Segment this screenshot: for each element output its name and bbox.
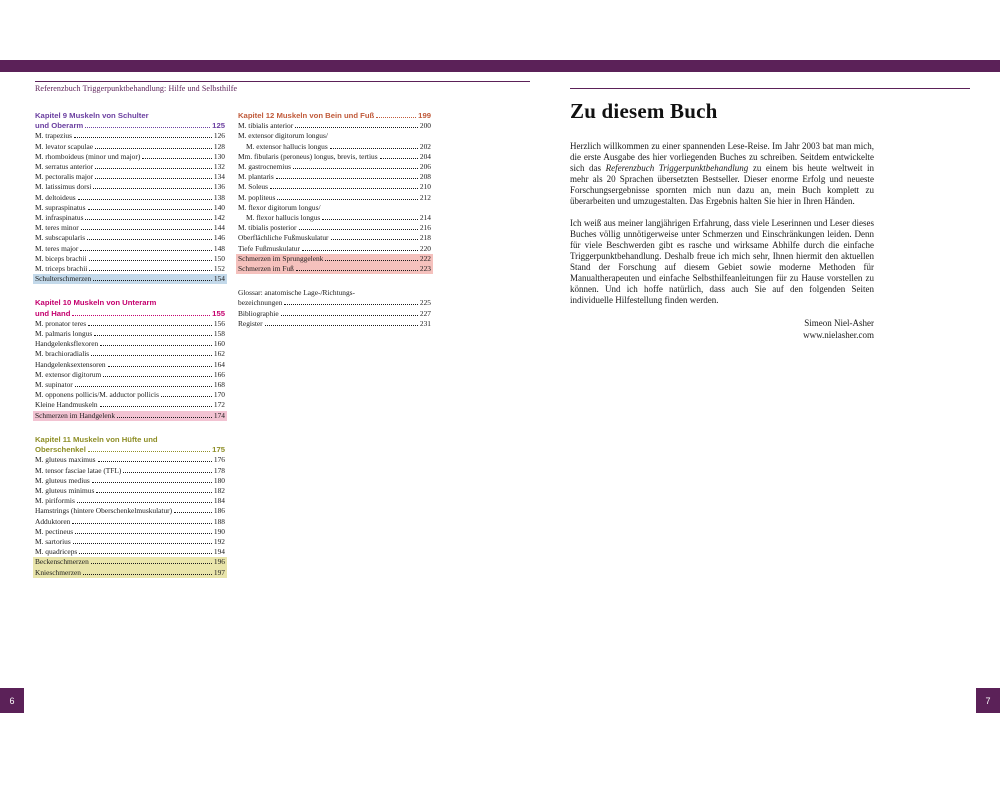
toc-page-number: 154	[213, 274, 225, 284]
toc-chapter	[35, 111, 225, 284]
toc-entry	[35, 131, 225, 141]
toc-entry-label: Schmerzen im Fuß	[238, 264, 294, 274]
toc-page-number: 204	[419, 151, 431, 161]
toc-page-number: 125	[212, 121, 225, 131]
toc-entry-label: M. gluteus medius	[35, 475, 90, 485]
toc-entry-label: M. quadriceps	[35, 547, 78, 557]
header-rule-right	[570, 88, 970, 89]
toc-entry-label: M. subscapularis	[35, 233, 86, 243]
dot-leader	[174, 512, 212, 513]
toc-entry-label: M. supraspinatus	[35, 202, 86, 212]
toc-page-number: 202	[419, 141, 431, 151]
dot-leader	[98, 461, 212, 462]
toc-page-number: 231	[419, 318, 431, 328]
toc-entry	[238, 172, 431, 182]
toc-entry-label: M. serratus anterior	[35, 162, 94, 172]
dot-leader	[276, 178, 418, 179]
toc-chapter	[238, 288, 431, 329]
toc-entry	[33, 274, 227, 284]
toc-page-number: 142	[213, 213, 225, 223]
toc-page-number: 150	[213, 253, 225, 263]
page-number-left: 6	[0, 688, 24, 713]
toc-entry-label: M. infraspinatus	[35, 213, 84, 223]
toc-entry	[238, 213, 431, 223]
paragraph	[570, 218, 874, 306]
toc-entry	[33, 568, 227, 578]
dot-leader	[284, 304, 418, 305]
toc-page-number: 200	[419, 121, 431, 131]
toc-entry	[35, 476, 225, 486]
toc-chapter	[35, 435, 225, 578]
page-number-right: 7	[976, 688, 1000, 713]
toc-entry	[35, 496, 225, 506]
dot-leader	[81, 229, 212, 230]
toc-entry-label: M. rhomboideus (minor und major)	[35, 151, 141, 161]
toc-entry	[35, 172, 225, 182]
toc-entry-label: Kleine Handmuskeln	[35, 400, 98, 410]
toc-entry-label: Kapitel 11 Muskeln von Hüfte und	[35, 434, 158, 444]
dot-leader	[270, 188, 418, 189]
article-body	[570, 141, 874, 341]
dot-leader	[142, 158, 212, 159]
signature-line: www.nielasher.com	[803, 329, 874, 340]
toc-entry-label: Kapitel 10 Muskeln von Unterarm	[35, 298, 157, 308]
toc-page-number: 194	[213, 547, 225, 557]
toc-chapter-title	[35, 309, 225, 319]
toc-page-number: 140	[213, 202, 225, 212]
dot-leader	[322, 219, 418, 220]
toc-entry-label: Handgelenksflexoren	[35, 339, 99, 349]
toc-page-number: 155	[212, 308, 225, 318]
toc-chapter-title	[35, 111, 225, 121]
toc-entry-label: Hamstrings (hintere Oberschenkelmuskulatur)	[35, 506, 173, 516]
toc-entry-label: Glossar: anatomische Lage-/Richtungs-	[238, 288, 355, 298]
dot-leader	[265, 325, 418, 326]
toc-entry	[35, 142, 225, 152]
toc-entry	[238, 131, 431, 141]
toc-page-number: 162	[213, 349, 225, 359]
dot-leader	[87, 239, 212, 240]
toc-entry-label: M. trapezius	[35, 131, 72, 141]
toc-page-number: 146	[213, 233, 225, 243]
toc-entry	[35, 547, 225, 557]
dot-leader	[72, 315, 210, 316]
toc-entry	[238, 223, 431, 233]
toc-entry-label: M. extensor digitorum	[35, 369, 102, 379]
toc-entry	[238, 203, 431, 213]
toc-entry-label: Tiefe Fußmuskulatur	[238, 243, 300, 253]
toc-entry	[35, 223, 225, 233]
toc-page-number: 192	[213, 536, 225, 546]
toc-entry	[35, 400, 225, 410]
toc-entry-label: M. flexor hallucis longus	[246, 213, 321, 223]
toc-page-number: 180	[213, 475, 225, 485]
toc-entry-label: M. plantaris	[238, 172, 274, 182]
dot-leader	[80, 250, 212, 251]
toc-entry-label: M. flexor digitorum longus/	[238, 202, 321, 212]
toc-page-number: 210	[419, 182, 431, 192]
toc-entry	[33, 411, 227, 421]
toc-entry	[35, 455, 225, 465]
signature-line: Simeon Niel-Asher	[804, 318, 874, 328]
toc-entry	[238, 298, 431, 308]
toc-entry	[35, 360, 225, 370]
toc-entry-label: M. levator scapulae	[35, 141, 94, 151]
toc-entry	[236, 254, 433, 264]
toc-page-number: 197	[213, 567, 225, 577]
toc-page-number: 134	[213, 172, 225, 182]
toc-page-number: 196	[213, 557, 225, 567]
dot-leader	[161, 396, 212, 397]
paragraphs-container	[570, 141, 874, 306]
toc-page-number: 130	[213, 151, 225, 161]
dot-leader	[296, 270, 418, 271]
dot-leader	[330, 148, 418, 149]
toc-page-number: 220	[419, 243, 431, 253]
toc-page-number: 136	[213, 182, 225, 192]
dot-leader	[277, 199, 418, 200]
toc-entry-label: Mm. fibularis (peroneus) longus, brevis, tertius	[238, 151, 378, 161]
dot-leader	[85, 127, 210, 128]
dot-leader	[89, 260, 212, 261]
toc-entry-label: M. pronator teres	[35, 318, 87, 328]
toc-entry-label: Oberschenkel	[35, 445, 86, 455]
dot-leader	[95, 148, 212, 149]
toc-entry	[238, 288, 431, 298]
toc-entry	[35, 254, 225, 264]
toc-entry	[35, 486, 225, 496]
dot-leader	[117, 417, 212, 418]
toc-entry	[238, 319, 431, 329]
toc-entry	[35, 319, 225, 329]
toc-page-number: 128	[213, 141, 225, 151]
toc-entry	[35, 517, 225, 527]
toc-entry	[35, 162, 225, 172]
toc-page-number: 182	[213, 485, 225, 495]
dot-leader	[96, 492, 212, 493]
dot-leader	[72, 523, 212, 524]
toc-entry	[35, 182, 225, 192]
dot-leader	[95, 168, 212, 169]
toc-entry-label: Bibliographie	[238, 308, 279, 318]
toc-entry-label: Handgelenksextensoren	[35, 359, 106, 369]
dot-leader	[376, 117, 416, 118]
dot-leader	[75, 533, 212, 534]
toc-column-1	[35, 111, 225, 592]
dot-leader	[88, 451, 210, 452]
article-title: Zu diesem Buch	[570, 99, 718, 123]
dot-leader	[302, 250, 418, 251]
toc-page-number: 158	[213, 329, 225, 339]
dot-leader	[95, 178, 212, 179]
dot-leader	[281, 315, 418, 316]
toc-entry	[35, 370, 225, 380]
toc-page-number: 199	[418, 111, 431, 120]
toc-entry-label: M. opponens pollicis/M. adductor pollicis	[35, 390, 159, 400]
dot-leader	[93, 280, 212, 281]
toc-entry	[33, 557, 227, 567]
toc-entry	[35, 390, 225, 400]
dot-leader	[295, 127, 418, 128]
toc-entry	[238, 142, 431, 152]
paragraph	[570, 141, 874, 207]
toc-entry-label: M. extensor digitorum longus/	[238, 131, 328, 141]
toc-page-number: 164	[213, 359, 225, 369]
toc-entry-label: M. tensor fasciae latae (TFL)	[35, 465, 122, 475]
text-segment: Ich weiß aus meiner langjährigen Erfahrung, dass viele Leserinnen und Leser dieses Buches völlig unnötigerweise unter Schmerzen und Einschränkungen leiden. Denn für viele Beschwerden gibt es rasche und wirksame Abhilfe durch die einfache Triggerpunktbehandlung. Deshalb freue ich mich sehr, Ihnen hiermit den aktuellen Stand der Forschung auf diesem Gebiet sowie moderne Methoden für Manualtherapeuten und einfache Selbsthilfeanleitungen für zu Hause vorstellen zu können. Und ich hoffe natürlich, dass auch Sie auf den folgenden Seiten individuelle Hilfestellung finden werden.	[570, 218, 874, 305]
toc-page-number: 227	[419, 308, 431, 318]
toc-entry-label: Kapitel 12 Muskeln von Bein und Fuß	[238, 111, 375, 120]
toc-page-number: 212	[419, 192, 431, 202]
toc-entry-label: Beckenschmerzen	[35, 557, 89, 567]
toc-page-number: 175	[212, 445, 225, 455]
toc-page-number: 225	[419, 298, 431, 308]
text-segment: Herzlich willkommen zu einer spannenden Lese-Reise. Im Jahr 2003 bat man mich, die erste Ausgabe des hier vorliegenden Buches zu schreiben. Seitdem entwickelte sich das	[570, 141, 874, 173]
toc-entry	[238, 121, 431, 131]
toc-page-number: 218	[419, 233, 431, 243]
toc-entry-label: M. gastrocnemius	[238, 162, 291, 172]
toc-entry	[238, 162, 431, 172]
toc-page-number: 156	[213, 318, 225, 328]
toc-entry-label: M. teres major	[35, 243, 79, 253]
toc-entry-label: Oberflächliche Fußmuskulatur	[238, 233, 329, 243]
dot-leader	[299, 229, 418, 230]
toc-entry	[35, 466, 225, 476]
dot-leader	[73, 543, 212, 544]
dot-leader	[108, 366, 212, 367]
toc-page-number: 144	[213, 223, 225, 233]
toc-entry	[238, 193, 431, 203]
toc-page-number: 174	[213, 410, 225, 420]
toc-entry	[35, 506, 225, 516]
toc-entry-label: M. gluteus maximus	[35, 455, 96, 465]
toc-page-number: 178	[213, 465, 225, 475]
toc-page-number: 184	[213, 496, 225, 506]
toc-entry	[35, 213, 225, 223]
toc-page-number: 214	[419, 213, 431, 223]
toc-entry-label: M. pectoralis major	[35, 172, 94, 182]
toc-entry	[238, 233, 431, 243]
toc-entry-label: Adduktoren	[35, 516, 71, 526]
toc-entry	[35, 203, 225, 213]
toc-entry-label: M. gluteus minimus	[35, 485, 95, 495]
toc-entry-label: M. teres minor	[35, 223, 79, 233]
toc-page-number: 186	[213, 506, 225, 516]
dot-leader	[74, 137, 212, 138]
toc-page-number: 208	[419, 172, 431, 182]
toc-page-number: 168	[213, 380, 225, 390]
toc-entry-label: M. Soleus	[238, 182, 268, 192]
dot-leader	[100, 345, 212, 346]
dot-leader	[380, 158, 418, 159]
top-color-bar	[0, 60, 1000, 72]
toc-entry-label: M. biceps brachii	[35, 253, 87, 263]
dot-leader	[93, 188, 211, 189]
dot-leader	[85, 219, 211, 220]
toc-entry-label: Kapitel 9 Muskeln von Schulter	[35, 111, 149, 120]
toc-chapter-title	[35, 435, 225, 445]
toc-entry-label: Schmerzen im Handgelenk	[35, 410, 116, 420]
toc-page-number: 138	[213, 192, 225, 202]
toc-page-number: 223	[419, 264, 431, 274]
dot-leader	[123, 472, 212, 473]
toc-entry-label: M. deltoideus	[35, 192, 76, 202]
toc-page-number: 170	[213, 390, 225, 400]
toc-page-number: 216	[419, 223, 431, 233]
toc-entry	[35, 380, 225, 390]
dot-leader	[293, 168, 418, 169]
toc-column-2	[238, 111, 431, 343]
dot-leader	[79, 553, 212, 554]
dot-leader	[83, 574, 212, 575]
toc-entry-label: M. latissimus dorsi	[35, 182, 92, 192]
toc-entry-label: M. supinator	[35, 380, 73, 390]
toc-entry-label: M. sartorius	[35, 536, 71, 546]
toc-entry-label: M. tibialis posterior	[238, 223, 297, 233]
dot-leader	[88, 209, 212, 210]
toc-chapter-title	[35, 121, 225, 131]
toc-entry	[35, 349, 225, 359]
text-segment: zu einem bis heute weltweit in mehr als 20 Sprachen übersetzten Bestseller. Dieser enorme Erfolg und neueste Forschungsergebnisse spornten mich nun dazu an, mein Buch komplett zu überarbeiten und umzugestalten. Das Ergebnis halten Sie hier in Ihren Händen.	[570, 163, 874, 206]
toc-entry	[238, 182, 431, 192]
toc-page-number: 222	[419, 253, 431, 263]
dot-leader	[75, 386, 212, 387]
toc-entry	[35, 152, 225, 162]
toc-entry	[35, 339, 225, 349]
toc-entry-label: M. tibialis anterior	[238, 121, 294, 131]
dot-leader	[325, 260, 418, 261]
toc-page-number: 190	[213, 526, 225, 536]
dot-leader	[91, 563, 212, 564]
dot-leader	[91, 355, 212, 356]
toc-entry	[35, 233, 225, 243]
toc-entry	[35, 193, 225, 203]
toc-page-number: 188	[213, 516, 225, 526]
dot-leader	[103, 376, 212, 377]
signature	[570, 318, 874, 341]
dot-leader	[92, 482, 212, 483]
toc-entry-label: M. brachioradialis	[35, 349, 90, 359]
toc-chapter	[238, 111, 431, 274]
toc-page-number: 166	[213, 369, 225, 379]
running-header: Referenzbuch Triggerpunktbehandlung: Hilfe und Selbsthilfe	[35, 84, 238, 93]
toc-entry-label: und Hand	[35, 308, 71, 318]
toc-entry	[35, 537, 225, 547]
toc-page-number: 126	[213, 131, 225, 141]
toc-page-number: 160	[213, 339, 225, 349]
toc-page-number: 172	[213, 400, 225, 410]
toc-entry-label: M. extensor hallucis longus	[246, 141, 328, 151]
toc-chapter-title	[35, 445, 225, 455]
toc-entry-label: M. palmaris longus	[35, 329, 93, 339]
toc-page-number: 206	[419, 162, 431, 172]
toc-entry	[236, 264, 433, 274]
header-rule-left	[35, 81, 530, 82]
toc-entry	[35, 329, 225, 339]
toc-entry	[238, 152, 431, 162]
dot-leader	[88, 325, 212, 326]
toc-chapter	[35, 298, 225, 420]
dot-leader	[100, 406, 212, 407]
dot-leader	[78, 199, 212, 200]
toc-entry	[238, 309, 431, 319]
toc-page-number: 176	[213, 455, 225, 465]
toc-entry-label: und Oberarm	[35, 121, 84, 131]
toc-entry-label: Register	[238, 318, 263, 328]
toc-page-number: 148	[213, 243, 225, 253]
toc-page-number: 132	[213, 162, 225, 172]
dot-leader	[89, 270, 212, 271]
toc-entry-label: M. popliteus	[238, 192, 276, 202]
toc-entry-label: M. piriformis	[35, 496, 75, 506]
toc-chapter-title	[35, 298, 225, 308]
toc-entry	[35, 244, 225, 254]
toc-entry-label: M. pectineus	[35, 526, 74, 536]
toc-entry	[35, 264, 225, 274]
toc-entry-label: M. triceps brachii	[35, 264, 88, 274]
italic-text: Referenzbuch Triggerpunktbehandlung	[605, 163, 749, 173]
dot-leader	[331, 239, 418, 240]
toc-chapter-title	[238, 111, 431, 121]
toc-entry-label: Schmerzen im Sprunggelenk	[238, 253, 324, 263]
toc-entry-label: Knieschmerzen	[35, 567, 81, 577]
toc-entry-label: Schulterschmerzen	[35, 274, 92, 284]
toc-entry	[35, 527, 225, 537]
dot-leader	[94, 335, 212, 336]
toc-entry-label: bezeichnungen	[238, 298, 283, 308]
toc-entry	[238, 244, 431, 254]
toc-page-number: 152	[213, 264, 225, 274]
dot-leader	[77, 502, 212, 503]
